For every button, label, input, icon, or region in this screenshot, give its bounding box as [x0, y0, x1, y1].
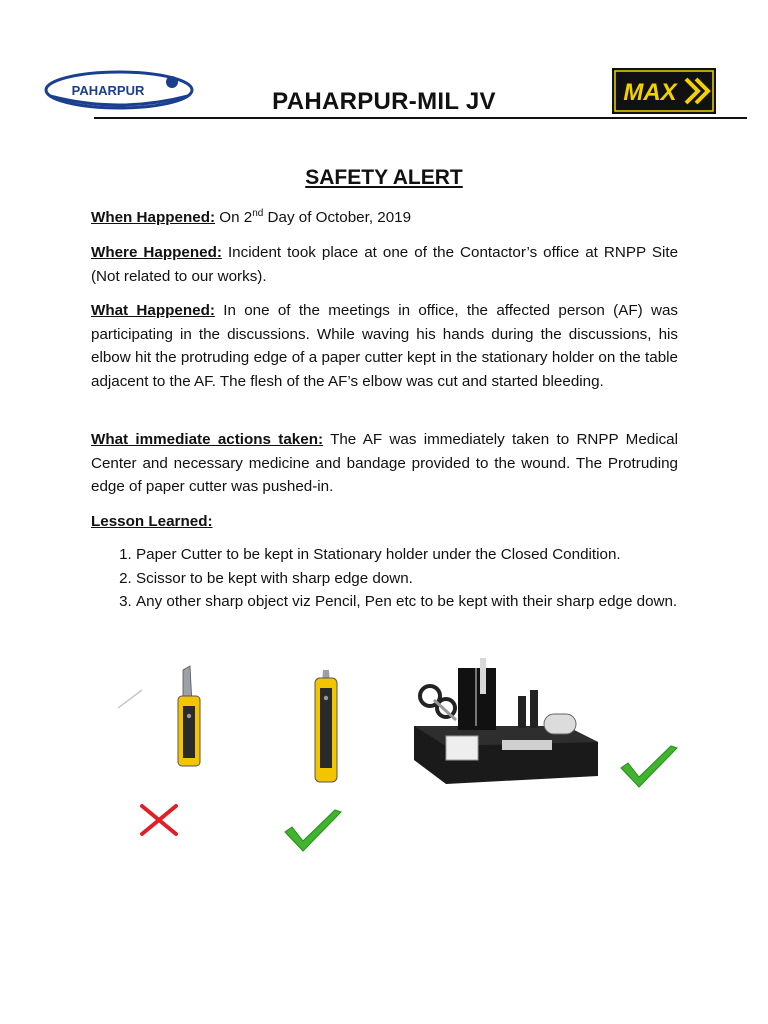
max-logo	[612, 68, 716, 114]
where-happened-paragraph	[91, 241, 678, 288]
cross-icon	[136, 800, 182, 840]
list-item: 2. Scissor to be kept with sharp edge down.	[136, 567, 703, 591]
list-item: 1. Paper Cutter to be kept in Stationary holder under the Closed Condition.	[136, 543, 703, 567]
paharpur-logo-text: PAHARPUR	[71, 83, 145, 98]
page-title: SAFETY ALERT	[305, 166, 463, 189]
what-happened-label: What Happened:	[91, 302, 215, 319]
header-divider	[94, 117, 747, 119]
lesson-learned-heading	[91, 510, 678, 534]
company-name: PAHARPUR-MIL JV	[272, 88, 496, 115]
actions-taken-paragraph	[91, 428, 678, 499]
lesson-learned-label: Lesson Learned:	[91, 513, 213, 530]
list-item: 3. Any other sharp object viz Pencil, Pen etc to be kept with their sharp edge down.	[136, 590, 703, 614]
what-text: In one of the meetings in office, the affected person (AF) was participating in the discussions. While waving his hands during the discussions, his elbow hit the protruding edge of a paper cutter kept in the stationary holder on the table adjacent to the AF. The flesh of the AF’s elbow was cut and started bleeding.	[91, 302, 678, 390]
open-paper-cutter-image	[112, 664, 212, 774]
when-text: On 2	[215, 209, 253, 226]
actions-text: The AF was immediately taken to RNPP Medical Center and necessary medicine and bandage provided to the wound. The Protruding edge of paper cutter was pushed-in.	[91, 431, 678, 495]
when-happened-paragraph	[91, 206, 678, 230]
when-happened-label: When Happened:	[91, 209, 216, 226]
where-text: Incident took place at one of the Contactor’s office at RNPP Site (Not related to our works).	[91, 244, 679, 285]
what-happened-paragraph	[91, 299, 678, 393]
where-happened-label: Where Happened:	[91, 244, 222, 261]
when-text-after: Day of October, 2019	[263, 209, 412, 226]
check-icon	[282, 808, 344, 854]
check-icon	[618, 744, 680, 790]
closed-paper-cutter-image	[295, 668, 355, 786]
lessons-list	[111, 543, 703, 614]
actions-taken-label: What immediate actions taken:	[91, 431, 324, 448]
when-superscript: nd	[252, 207, 264, 219]
max-logo-text: MAX	[623, 79, 677, 106]
stationery-holder-image	[406, 656, 602, 786]
